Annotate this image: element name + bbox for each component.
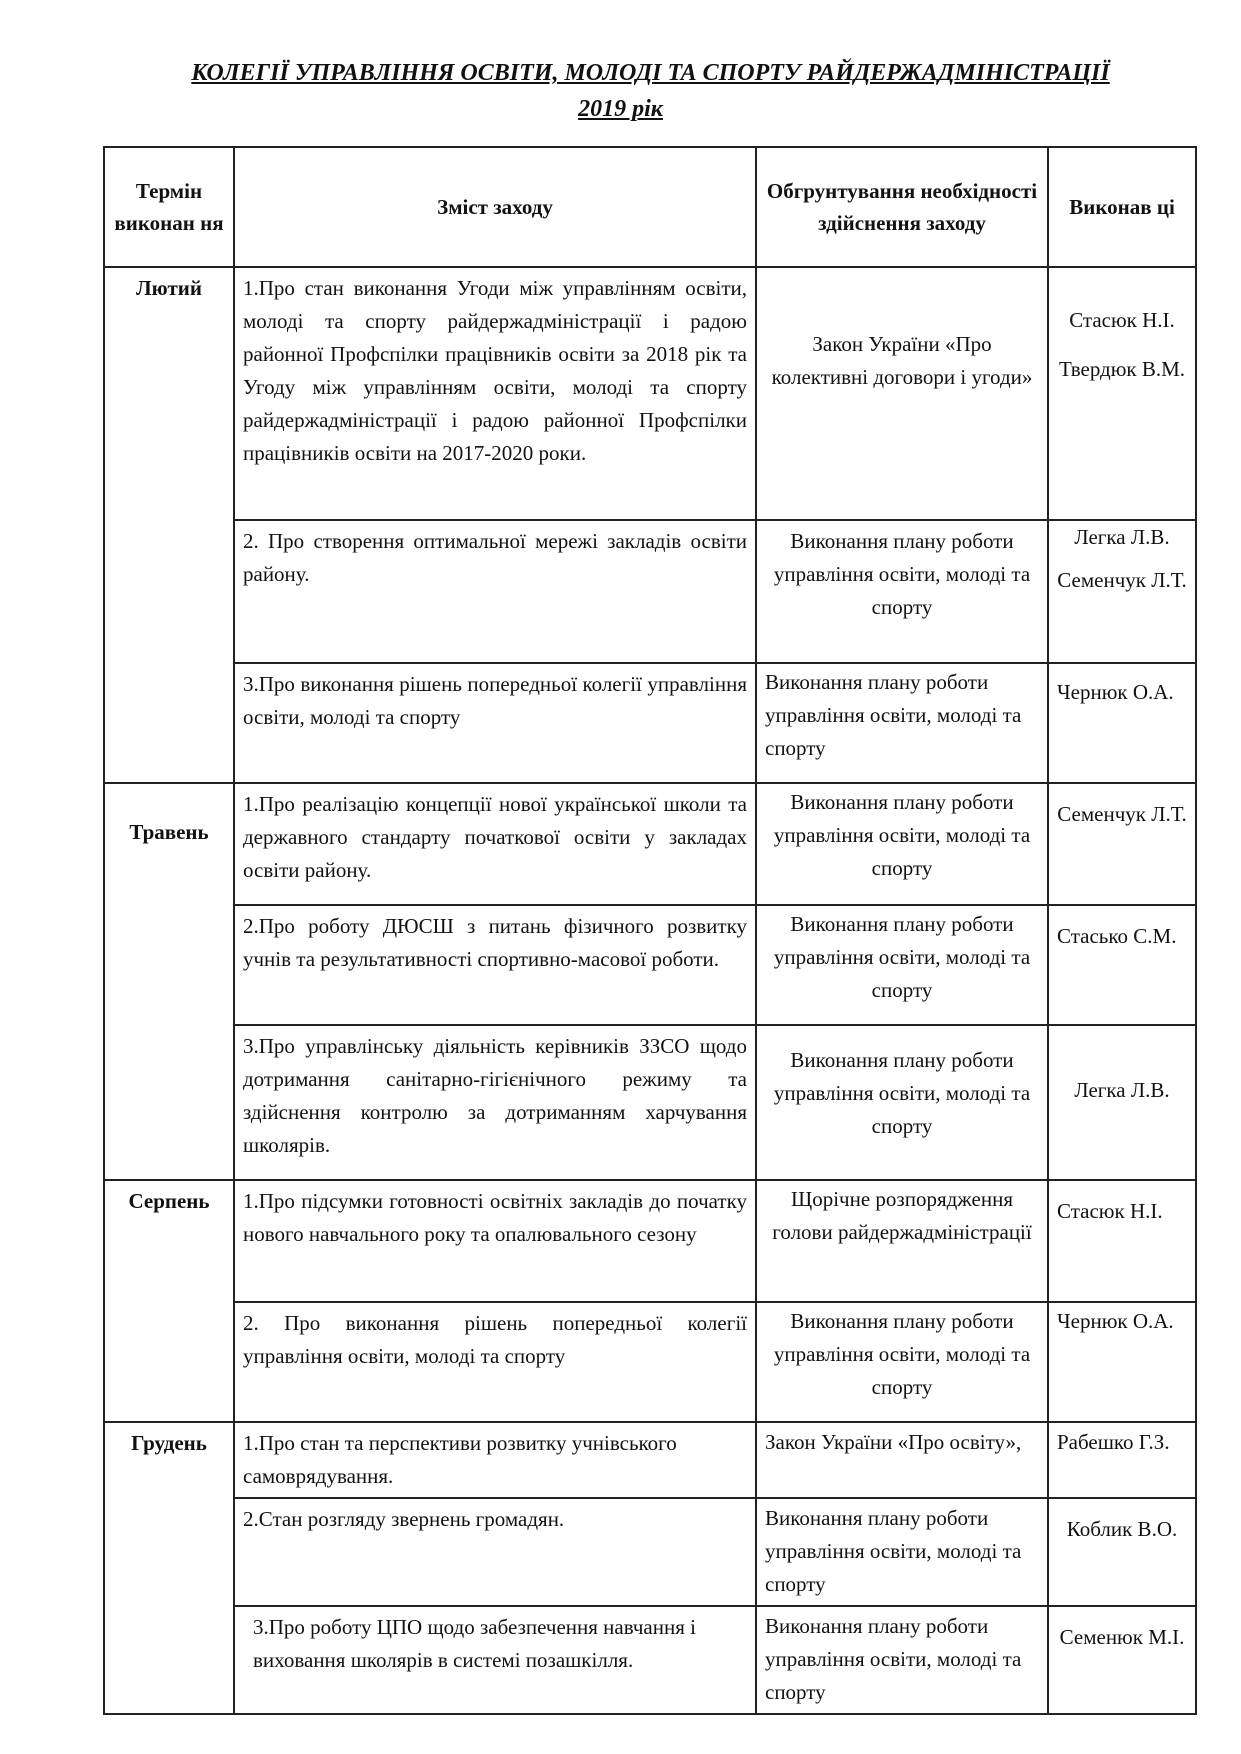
executor-name: Твердюк В.М. xyxy=(1058,357,1186,381)
table-row xyxy=(104,1180,1196,1302)
event-basis: Виконання плану роботи управління освіти, молоді та спорту xyxy=(756,905,1048,1025)
event-basis: Виконання плану роботи управління освіти, молоді та спорту xyxy=(756,520,1048,663)
month-cell: Травень xyxy=(104,783,234,1180)
executor-name: Рабешко Г.З. xyxy=(1057,1430,1170,1454)
table-row xyxy=(104,520,1196,663)
event-executors xyxy=(1048,663,1196,783)
header-term: Термін виконан ня xyxy=(104,147,234,267)
executor-name: Стасюк Н.І. xyxy=(1069,308,1175,332)
table-row xyxy=(104,905,1196,1025)
executor-name: Семенчук Л.Т. xyxy=(1057,802,1187,826)
event-content: 3.Про управлінську діяльність керівників ЗЗСО щодо дотримання санітарно-гігієнічного режиму та здійснення контролю за дотриманням харчування школярів. xyxy=(234,1025,756,1180)
event-basis: Закон України «Про освіту», xyxy=(756,1422,1048,1498)
event-basis: Виконання плану роботи управління освіти, молоді та спорту xyxy=(756,1498,1048,1606)
executor-name: Чернюк О.А. xyxy=(1057,680,1174,704)
executor-name: Чернюк О.А. xyxy=(1057,1309,1174,1333)
event-content: 2. Про виконання рішень попередньої колегії управління освіти, молоді та спорту xyxy=(234,1302,756,1422)
event-content: 1.Про стан та перспективи розвитку учнівського самоврядування. xyxy=(234,1422,756,1498)
event-basis: Виконання плану роботи управління освіти, молоді та спорту xyxy=(756,783,1048,905)
event-content: 2. Про створення оптимальної мережі закладів освіти району. xyxy=(234,520,756,663)
month-cell: Лютий xyxy=(104,267,234,783)
header-row xyxy=(104,147,1196,267)
table-row xyxy=(104,1025,1196,1180)
event-content: 1.Про стан виконання Угоди між управлінням освіти, молоді та спорту райдержадміністрації і радою районної Профспілки працівників освіти за 2018 рік та Угоду між управлінням освіти, молоді та спорту райдержадміністрації і радою районної Профспілки працівників освіти на 2017-2020 роки. xyxy=(234,267,756,520)
executor-name: Стасюк Н.І. xyxy=(1057,1199,1163,1223)
header-content: Зміст заходу xyxy=(234,147,756,267)
month-cell: Серпень xyxy=(104,1180,234,1422)
table-row xyxy=(104,663,1196,783)
event-executors xyxy=(1048,1302,1196,1422)
event-executors xyxy=(1048,267,1196,520)
event-basis: Закон України «Про колективні договори і угоди» xyxy=(756,267,1048,520)
event-content: 2.Про роботу ДЮСШ з питань фізичного розвитку учнів та результативності спортивно-масової роботи. xyxy=(234,905,756,1025)
table-row xyxy=(104,783,1196,905)
month-cell: Грудень xyxy=(104,1422,234,1714)
table-row xyxy=(104,1606,1196,1714)
event-executors xyxy=(1048,783,1196,905)
executor-name: Коблик В.О. xyxy=(1066,1517,1178,1541)
executor-name: Стасько С.М. xyxy=(1057,924,1177,948)
executor-name: Семенчук Л.Т. xyxy=(1057,568,1187,592)
event-content: 2.Стан розгляду звернень громадян. xyxy=(234,1498,756,1606)
event-executors xyxy=(1048,520,1196,663)
table-row xyxy=(104,1498,1196,1606)
table-row xyxy=(104,1422,1196,1498)
event-content: 3.Про роботу ЦПО щодо забезпечення навчання і виховання школярів в системі позашкілля. xyxy=(234,1606,756,1714)
header-basis: Обгрунтування необхідності здійснення заходу xyxy=(756,147,1048,267)
event-executors xyxy=(1048,905,1196,1025)
event-basis: Щорічне розпорядження голови райдержадміністрації xyxy=(756,1180,1048,1302)
event-content: 1.Про реалізацію концепції нової української школи та державного стандарту початкової освіти у закладах освіти району. xyxy=(234,783,756,905)
event-content: 1.Про підсумки готовності освітніх закладів до початку нового навчального року та опалювального сезону xyxy=(234,1180,756,1302)
event-basis: Виконання плану роботи управління освіти, молоді та спорту xyxy=(756,1025,1048,1180)
header-executors: Виконав ці xyxy=(1048,147,1196,267)
executor-name: Легка Л.В. xyxy=(1074,1078,1170,1102)
document-title: КОЛЕГІЇ УПРАВЛІННЯ ОСВІТИ, МОЛОДІ ТА СПОРТУ РАЙДЕРЖАДМІНІСТРАЦІЇ xyxy=(191,60,1110,86)
document-year: 2019 рік xyxy=(578,96,663,122)
table-row xyxy=(104,267,1196,520)
executor-name: Семенюк М.І. xyxy=(1059,1625,1185,1649)
event-executors xyxy=(1048,1180,1196,1302)
executor-name: Легка Л.В. xyxy=(1074,525,1170,549)
event-basis: Виконання плану роботи управління освіти, молоді та спорту xyxy=(756,1302,1048,1422)
event-executors xyxy=(1048,1498,1196,1606)
event-executors xyxy=(1048,1422,1196,1498)
event-basis: Виконання плану роботи управління освіти, молоді та спорту xyxy=(756,663,1048,783)
event-basis: Виконання плану роботи управління освіти, молоді та спорту xyxy=(756,1606,1048,1714)
event-executors xyxy=(1048,1606,1196,1714)
plan-table xyxy=(103,146,1197,1715)
event-executors xyxy=(1048,1025,1196,1180)
event-content: 3.Про виконання рішень попередньої колегії управління освіти, молоді та спорту xyxy=(234,663,756,783)
table-row xyxy=(104,1302,1196,1422)
